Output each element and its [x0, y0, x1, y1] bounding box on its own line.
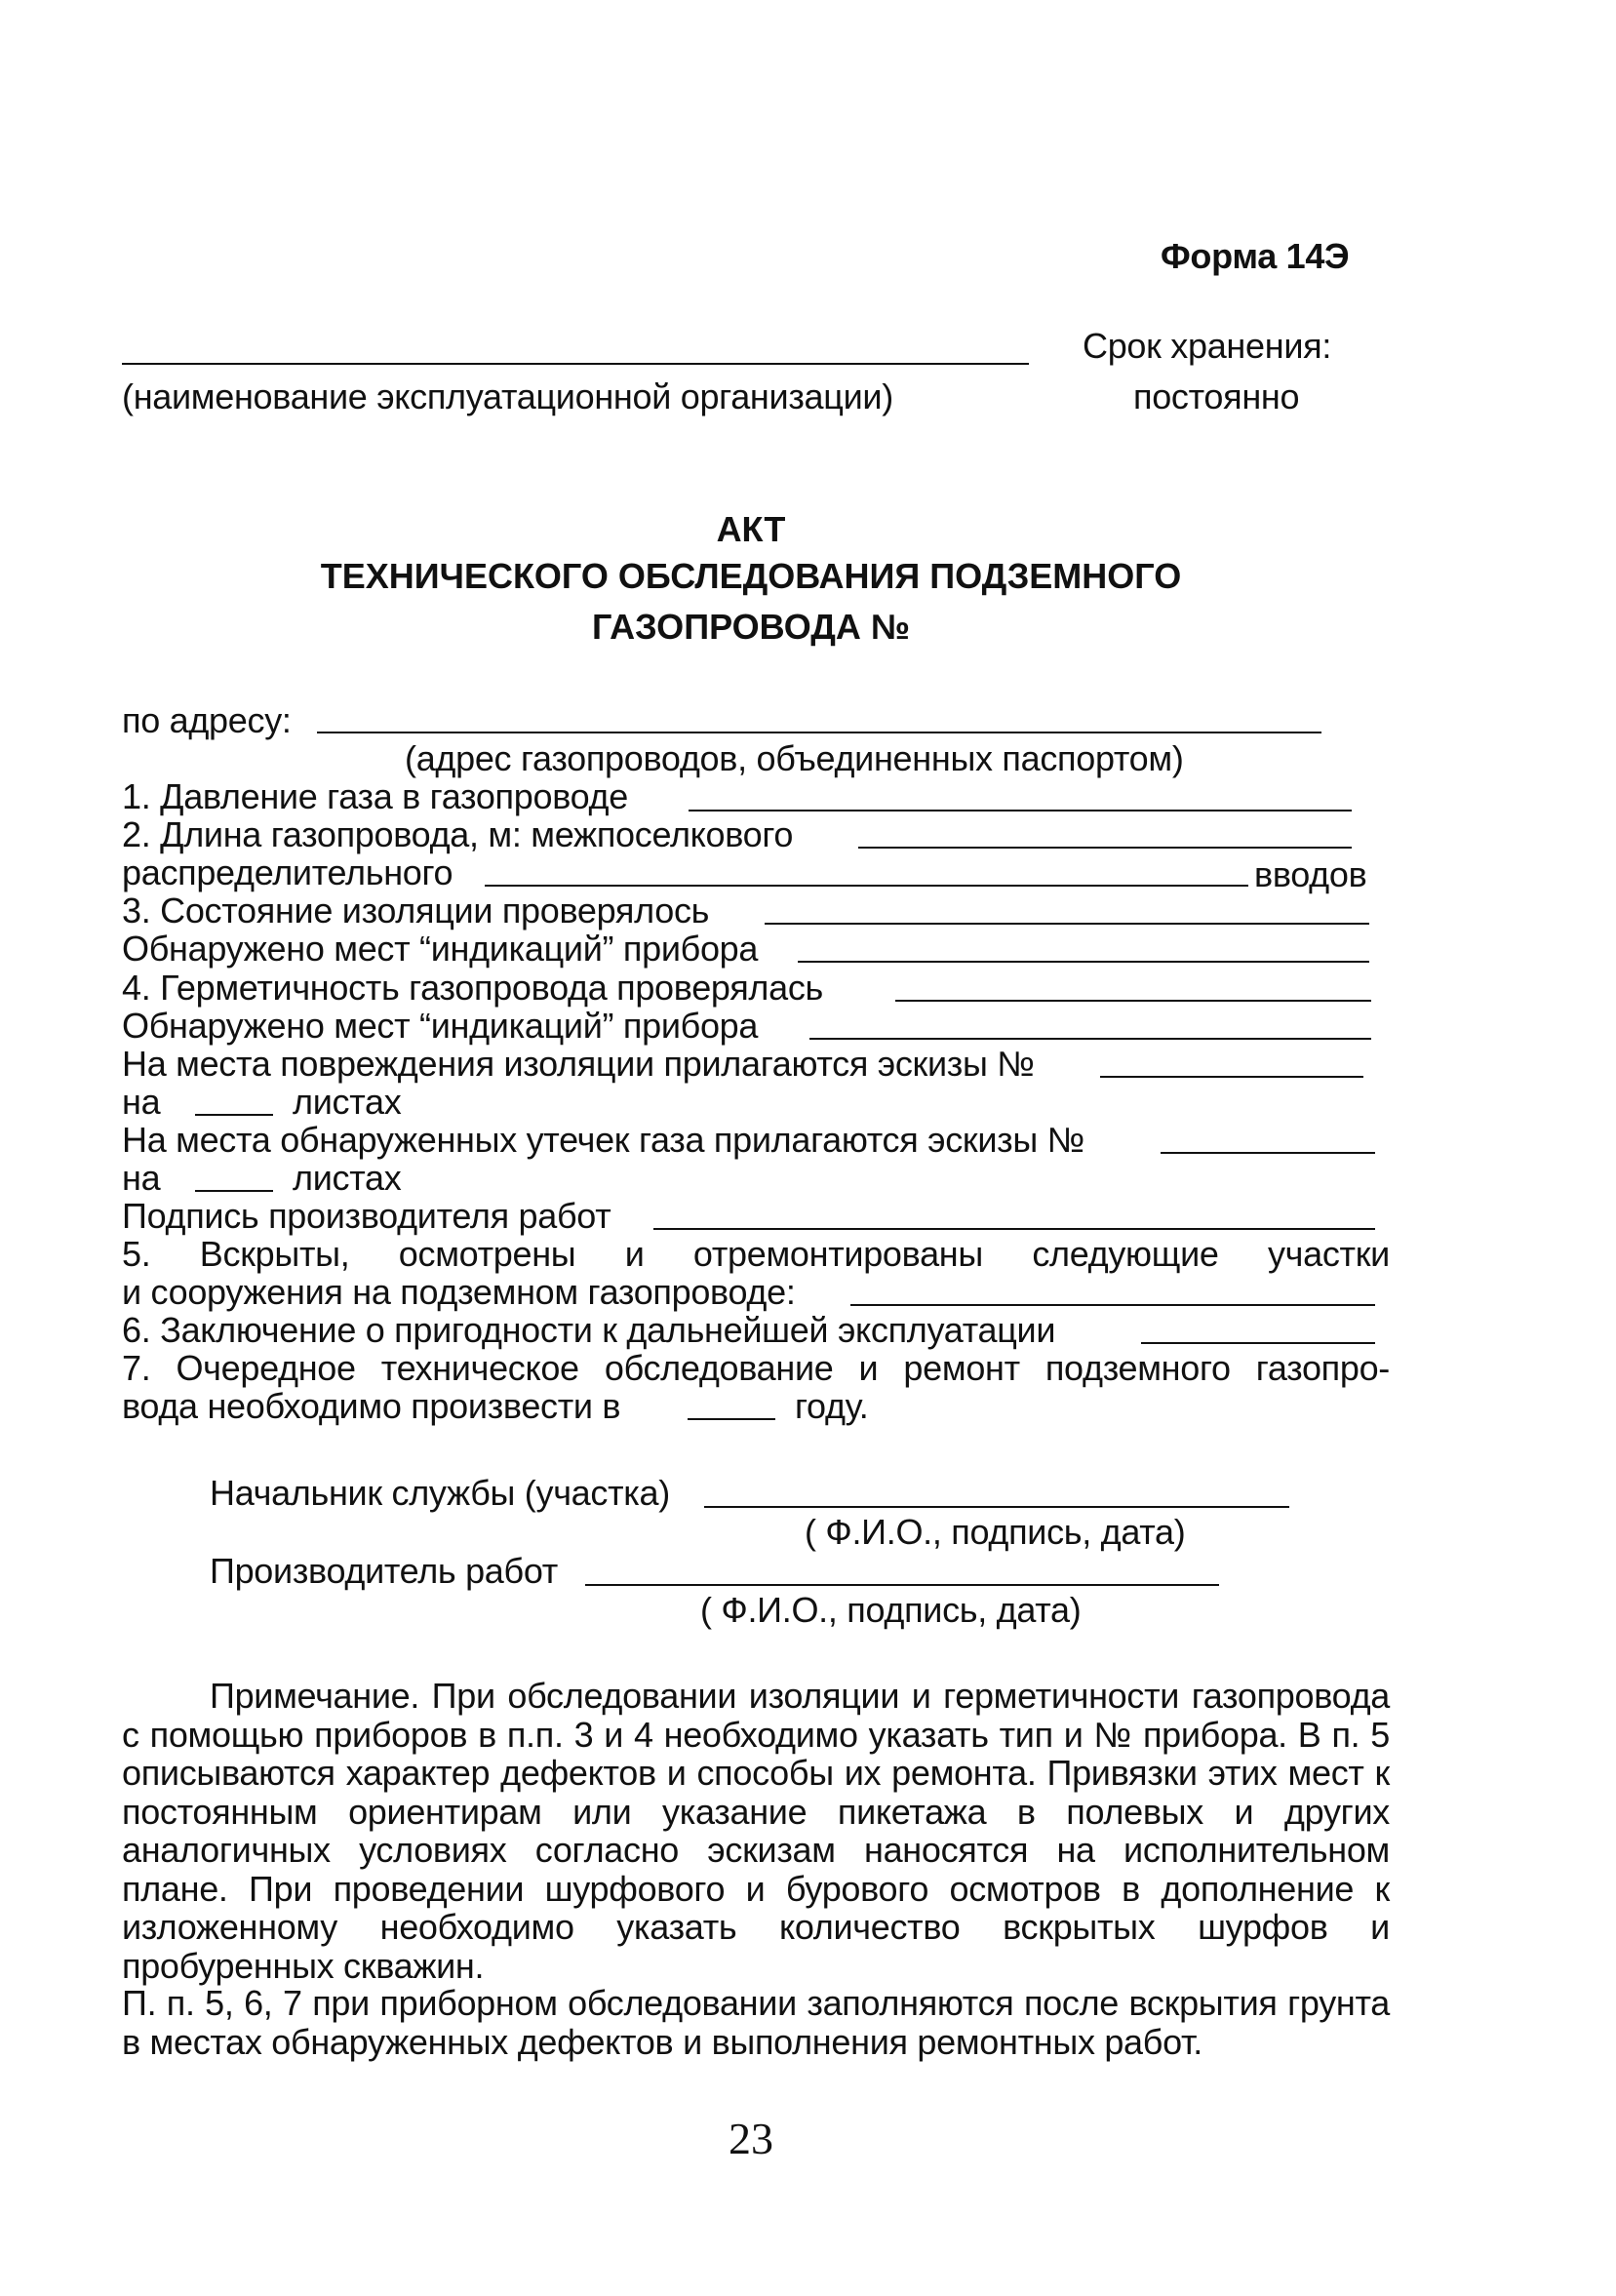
item-2: 2. Длина газопровода, м: межпоселкового — [122, 814, 794, 854]
sheets-1-label: листах — [293, 1082, 402, 1122]
chief-caption: ( Ф.И.О., подпись, дата) — [805, 1512, 1186, 1552]
works-signature-line — [653, 1228, 1375, 1230]
note-paragraph-2: П. п. 5, 6, 7 при приборном обследовании заполняются после вскрытия грунта в местах обнаруженных дефектов и выполнения ремонтных работ. — [122, 1983, 1390, 2062]
worker-line — [585, 1584, 1219, 1586]
chief-line — [704, 1506, 1289, 1508]
sketch-leaks: На места обнаруженных утечек газа прилагаются эскизы № — [122, 1120, 1084, 1160]
sheets-2-line — [195, 1190, 273, 1192]
note-paragraph-1: Примечание. При обследовании изоляции и герметичности газопровода с помощью приборов в п.п. 3 и 4 необходимо указать тип и № прибора. В п. 5 описываются характер дефектов и способы их ремонта. Привязки этих мест к постоянным ориентирам или указание пикетажа в полевых и других аналогичных условиях согласно эскизам наносятся на исполнительном плане. При проведении шурфового и бурового осмотров в дополнение к изложенному необходимо указать количество вскрытых шурфов и пробуренных скважин. — [122, 1676, 1390, 1986]
item-3: 3. Состояние изоляции проверялось — [122, 891, 710, 930]
item-1-line — [689, 810, 1352, 812]
item-3-line — [765, 923, 1369, 925]
sheets-2-on: на — [122, 1158, 161, 1198]
item-7a: 7. Очередное техническое обследование и ремонт подземного газопро- — [122, 1348, 1390, 1388]
item-2-line — [858, 847, 1352, 849]
item-7b-suffix: году. — [795, 1386, 869, 1426]
item-6-line — [1141, 1342, 1375, 1344]
item-4: 4. Герметичность газопровода проверялась — [122, 968, 824, 1008]
sketch-insulation-line — [1100, 1076, 1363, 1078]
page-number: 23 — [729, 2114, 773, 2163]
form-number: Форма 14Э — [1161, 236, 1350, 276]
title-line1: АКТ — [716, 509, 786, 549]
item-5a: 5. Вскрыты, осмотрены и отремонтированы следующие участки — [122, 1234, 1390, 1274]
item-2b-suffix: вводов — [1254, 854, 1367, 894]
item-6: 6. Заключение о пригодности к дальнейшей эксплуатации — [122, 1310, 1056, 1350]
sketch-leaks-line — [1161, 1152, 1375, 1154]
title-line3: ГАЗОПРОВОДА № — [591, 607, 911, 647]
address-label: по адресу: — [122, 700, 292, 740]
sketch-insulation: На места повреждения изоляции прилагаются эскизы № — [122, 1044, 1035, 1084]
item-4b: Обнаружено мест “индикаций” прибора — [122, 1006, 759, 1046]
item-1: 1. Давление газа в газопроводе — [122, 776, 628, 816]
item-2b: распределительного — [122, 852, 453, 892]
chief-label: Начальник службы (участка) — [210, 1473, 670, 1513]
item-7b: вода необходимо произвести в — [122, 1386, 621, 1426]
address-caption: (адрес газопроводов, объединенных паспортом) — [405, 738, 1184, 778]
sheets-2-label: листах — [293, 1158, 402, 1198]
item-7b-line — [688, 1418, 775, 1420]
worker-caption: ( Ф.И.О., подпись, дата) — [700, 1590, 1082, 1630]
storage-value: постоянно — [1133, 376, 1300, 416]
sheets-1-line — [195, 1114, 273, 1116]
item-5b-line — [850, 1304, 1375, 1306]
item-2b-line — [485, 885, 1248, 887]
org-caption: (наименование эксплуатационной организации) — [122, 376, 893, 416]
works-signature: Подпись производителя работ — [122, 1196, 611, 1236]
sheets-1-on: на — [122, 1082, 161, 1122]
item-3b: Обнаружено мест “индикаций” прибора — [122, 929, 759, 969]
org-name-line — [122, 363, 1029, 365]
item-4b-line — [809, 1038, 1371, 1040]
address-line — [317, 732, 1321, 733]
item-3b-line — [798, 961, 1369, 963]
title-line2: ТЕХНИЧЕСКОГО ОБСЛЕДОВАНИЯ ПОДЗЕМНОГО — [320, 556, 1182, 596]
worker-label: Производитель работ — [210, 1551, 558, 1591]
item-4-line — [895, 1000, 1371, 1002]
storage-label: Срок хранения: — [1083, 326, 1332, 366]
item-5b: и сооружения на подземном газопроводе: — [122, 1272, 796, 1312]
